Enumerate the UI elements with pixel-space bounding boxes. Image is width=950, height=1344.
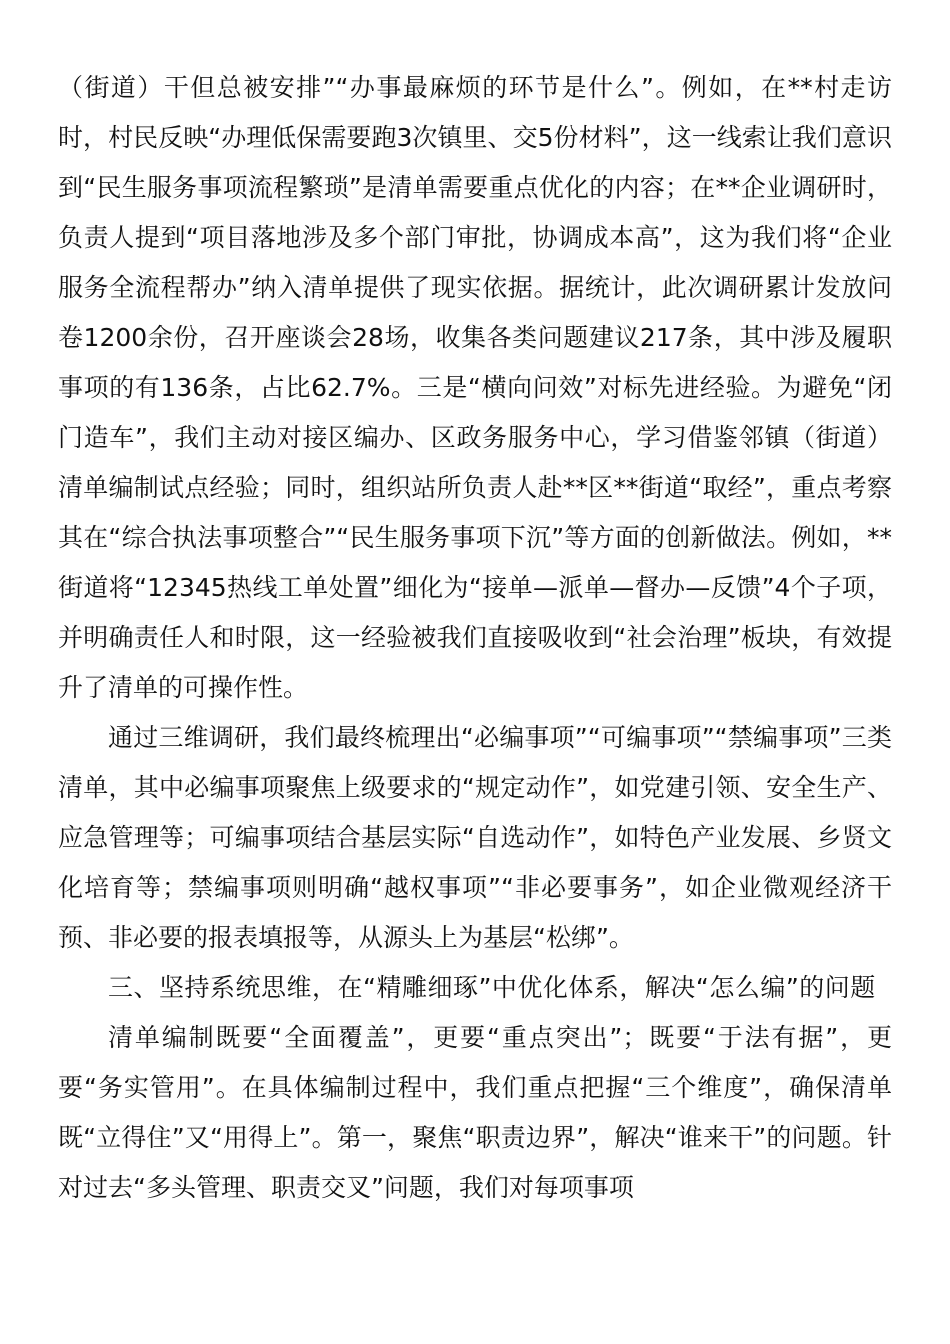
paragraph-research-continuation: （街道）干但总被安排”“办事最麻烦的环节是什么”。例如，在**村走访时，村民反映“办理低保需要跑3次镇里、交5份材料”，这一线索让我们意识到“民生服务事项流程繁琐”是清单需要重点优化的内容；在**企业调研时，负责人提到“项目落地涉及多个部门审批，协调成本高”，这为我们将“企业服务全流程帮办”纳入清单提供了现实依据。据统计，此次调研累计发放问卷1200余份，召开座谈会28场，收集各类问题建议217条，其中涉及履职事项的有136条，占比62.7%。三是“横向问效”对标先进经验。为避免“闭门造车”，我们主动对接区编办、区政务服务中心，学习借鉴邻镇（街道）清单编制试点经验；同时，组织站所负责人赴**区**街道“取经”，重点考察其在“综合执法事项整合”“民生服务事项下沉”等方面的创新做法。例如，**街道将“12345热线工单处置”细化为“接单—派单—督办—反馈”4个子项，并明确责任人和时限，这一经验被我们直接吸收到“社会治理”板块，有效提升了清单的可操作性。 bbox=[58, 73, 892, 702]
paragraph-three-lists-summary: 通过三维调研，我们最终梳理出“必编事项”“可编事项”“禁编事项”三类清单，其中必编事项聚焦上级要求的“规定动作”，如党建引领、安全生产、应急管理等；可编事项结合基层实际“自选动作”，如特色产业发展、乡贤文化培育等；禁编事项则明确“越权事项”“非必要事务”，如企业微观经济干预、非必要的报表填报等，从源头上为基层“松绑”。 bbox=[58, 723, 892, 952]
section-heading-three: 三、坚持系统思维，在“精雕细琢”中优化体系，解决“怎么编”的问题 bbox=[108, 973, 876, 1002]
paragraph-compilation-principles: 清单编制既要“全面覆盖”，更要“重点突出”；既要“于法有据”，更要“务实管用”。在具体编制过程中，我们重点把握“三个维度”，确保清单既“立得住”又“用得上”。第一，聚焦“职责边界”，解决“谁来干”的问题。针对过去“多头管理、职责交叉”问题，我们对每项事项 bbox=[58, 1023, 892, 1202]
